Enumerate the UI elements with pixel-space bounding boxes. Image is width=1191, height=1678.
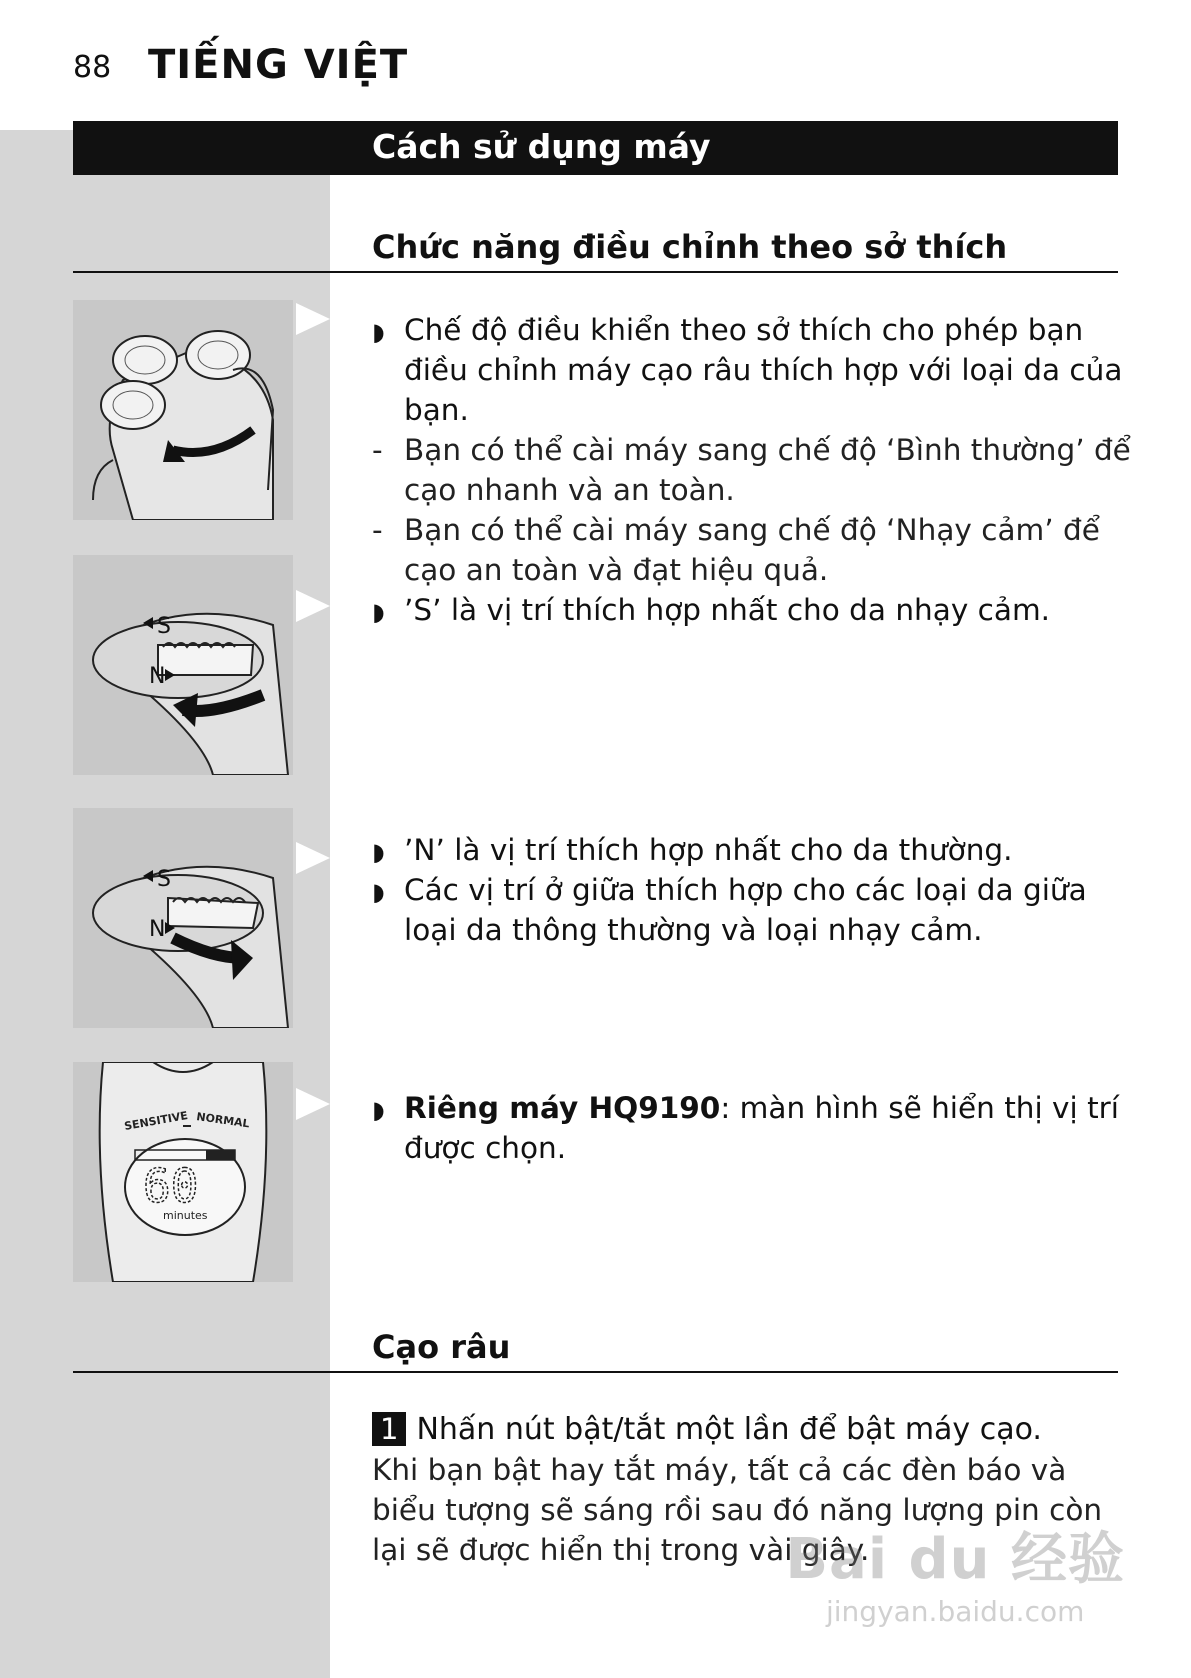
subsection-title: Chức năng điều chỉnh theo sở thích [372,228,1008,266]
dial-n-label: N [149,664,166,689]
dial-s-label: S [157,867,171,892]
bullet-icon: ◗ [372,318,385,346]
dash-icon: - [372,513,383,547]
display-digits: 60 [143,1159,199,1213]
bullet-icon: ◗ [372,1096,385,1124]
bullet-item [372,1088,1132,1168]
figure-pointer [296,842,330,874]
step-line [372,1410,1127,1450]
bullet-item [372,830,1132,870]
dash-text: Bạn có thể cài máy sang chế độ ‘Bình thường’ để cạo nhanh và an toàn. [404,433,1131,507]
language-title: TIẾNG VIỆT [148,42,409,88]
bullet-text: Chế độ điều khiển theo sở thích cho phép bạn điều chỉnh máy cạo râu thích hợp với loại da của bạn. [404,313,1123,427]
page-number: 88 [73,50,112,85]
figure-shaver-head [73,300,293,520]
figure-pointer [296,590,330,622]
dash-item [372,510,1132,590]
figure-pointer [296,1088,330,1120]
subsection-rule [73,271,1118,273]
watermark-logo: Bai du 经验 [785,1527,1125,1592]
dial-n-label: N [149,917,166,942]
bullet-text: ’S’ là vị trí thích hợp nhất cho da nhạy cảm. [404,593,1051,627]
bullet-icon: ◗ [372,838,385,866]
dash-item [372,430,1132,510]
dash-text: Bạn có thể cài máy sang chế độ ‘Nhạy cảm’ để cạo an toàn và đạt hiệu quả. [404,513,1100,587]
watermark [785,1515,1125,1628]
subsection-title-shaving: Cạo râu [372,1328,511,1366]
model-name: Riêng máy HQ9190 [404,1091,721,1125]
bullet-icon: ◗ [372,878,385,906]
step-number: 1 [372,1412,406,1446]
bullet-text: Các vị trí ở giữa thích hợp cho các loại da giữa loại da thông thường và loại nhạy cảm. [404,873,1087,947]
figure-display [73,1062,293,1282]
display-normal-label: NORMAL [195,1110,251,1131]
subsection-rule [73,1371,1118,1373]
step-detail: Khi bạn bật hay tắt máy, tất cả các đèn báo và biểu tượng sẽ sáng rồi sau đó năng lượng pin còn lại sẽ được hiển thị trong vài giây. [372,1453,1103,1567]
section-title: Cách sử dụng máy [372,127,711,166]
bullet-item [372,590,1132,630]
display-sensitive-label: SENSITIVE [123,1108,189,1133]
model-note [372,1088,1132,1168]
instruction-list-2 [372,830,1132,950]
model-note-text: : màn hình sẽ hiển thị vị trí được chọn. [404,1091,1119,1165]
figure-dial-normal [73,808,293,1028]
figure-pointer [296,303,330,335]
bullet-item [372,310,1132,430]
dial-s-label: S [157,614,171,639]
figure-dial-sensitive [73,555,293,775]
watermark-url: jingyan.baidu.com [825,1595,1085,1628]
step-text: Nhấn nút bật/tắt một lần để bật máy cạo. [416,1412,1042,1447]
instruction-list [372,310,1132,630]
bullet-text: ’N’ là vị trí thích hợp nhất cho da thường. [404,833,1013,867]
display-unit: minutes [163,1209,208,1222]
dash-icon: - [372,433,383,467]
bullet-item [372,870,1132,950]
bullet-icon: ◗ [372,598,385,626]
